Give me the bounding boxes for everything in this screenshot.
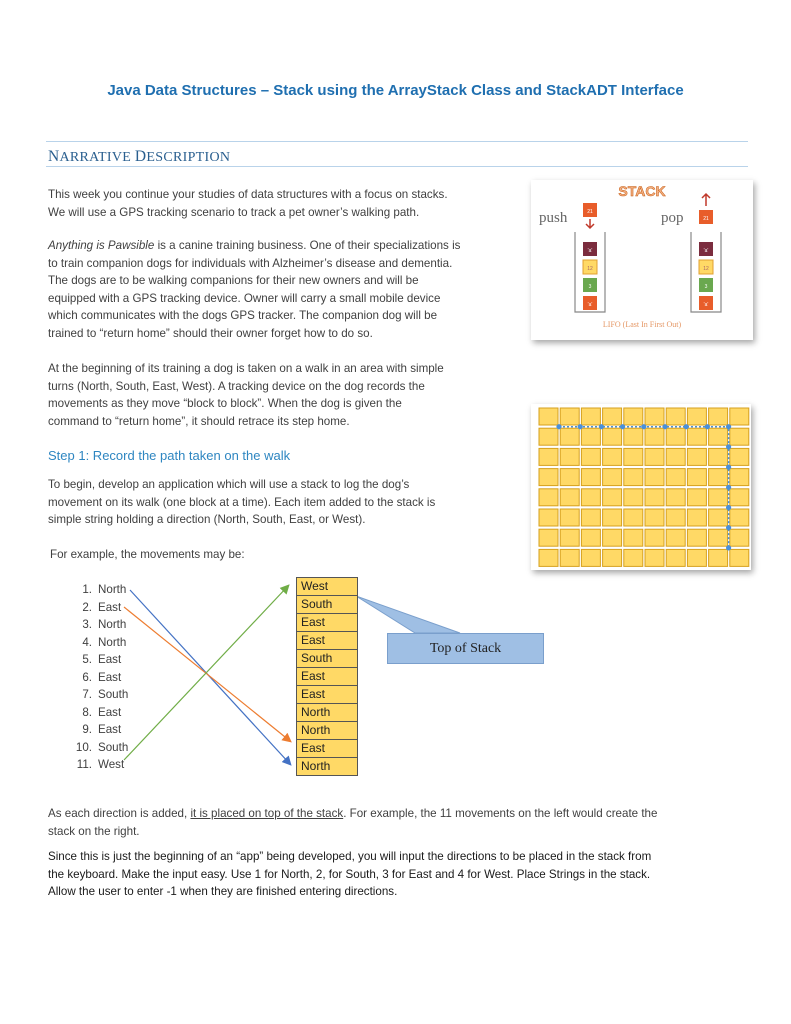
list-item: 11. West (76, 758, 125, 771)
list-item: 10. South (75, 740, 129, 754)
push-arrow-icon (586, 219, 594, 228)
grid-block (666, 448, 685, 465)
list-item: 4. North (82, 635, 127, 649)
grid-block (624, 529, 643, 546)
grid-block (539, 448, 558, 465)
grid-block (560, 428, 579, 445)
grid-block (730, 408, 749, 425)
grid-block (581, 549, 600, 566)
stack-cell: West (297, 578, 357, 596)
stack-illustration (531, 180, 753, 340)
walk-point (556, 424, 561, 429)
list-item: 6. East (82, 670, 122, 684)
grid-block (560, 489, 579, 506)
grid-block (666, 509, 685, 526)
grid-block (560, 529, 579, 546)
grid-block (709, 549, 728, 566)
list-item: 3. North (82, 618, 127, 631)
input-paragraph: Since this is just the beginning of an “app” being developed, you will input the directions to be placed in the stack from the keyboard. Make the input easy. Use 1 for North, 2, for South, 3 for East and 4 for West. Place Strings in the stack. Allow the user to enter -1 when they are finished entering directions. (48, 850, 652, 898)
grid-block (624, 408, 643, 425)
svg-text:12: 12 (587, 266, 593, 272)
walk-point (726, 525, 731, 530)
grid-block (581, 428, 600, 445)
svg-text:3: 3 (704, 284, 708, 290)
grid-block (645, 509, 664, 526)
grid-block (581, 448, 600, 465)
push-label: push (539, 210, 568, 226)
grid-block (687, 509, 706, 526)
svg-text:12: 12 (703, 266, 709, 272)
grid-block (581, 469, 600, 486)
section-heading: NARRATIVE DESCRIPTION (48, 148, 231, 165)
grid-block (645, 428, 664, 445)
grid-block (645, 448, 664, 465)
grid-block (730, 509, 749, 526)
walk-point (578, 424, 583, 429)
grid-block (560, 469, 579, 486)
grid-block (730, 549, 749, 566)
grid-block (645, 549, 664, 566)
grid-block (581, 529, 600, 546)
top-of-stack-callout: Top of Stack (387, 633, 544, 664)
grid-block (560, 509, 579, 526)
grid-block (603, 549, 622, 566)
walk-point (726, 545, 731, 550)
grid-block (730, 489, 749, 506)
grid-block (603, 469, 622, 486)
stack-cell: North (297, 722, 357, 740)
walk-point (641, 424, 646, 429)
grid-block (730, 448, 749, 465)
stack-cell: East (297, 668, 357, 686)
svg-text:'a': 'a' (587, 302, 593, 308)
example-intro: For example, the movements may be: (50, 548, 245, 561)
grid-block (687, 489, 706, 506)
walk-point (620, 424, 625, 429)
walk-point (599, 424, 604, 429)
grid-block (603, 489, 622, 506)
grid-block (709, 489, 728, 506)
grid-block (539, 549, 558, 566)
grid-block (560, 549, 579, 566)
grid-block (645, 529, 664, 546)
step1-paragraph: To begin, develop an application which will use a stack to log the dog’s movement on its walk (one block at a time). Each item added to the stack is simple string holding a direction (North, South, East, or West). (48, 478, 436, 526)
svg-text:'a': 'a' (703, 248, 709, 254)
grid-block (603, 529, 622, 546)
grid-block (539, 509, 558, 526)
grid-block (560, 448, 579, 465)
grid-block (603, 509, 622, 526)
walk-point (726, 424, 731, 429)
stack-cell: North (297, 758, 357, 775)
grid-block (603, 408, 622, 425)
page-title: Java Data Structures – Stack using the ArrayStack Class and StackADT Interface (107, 82, 684, 99)
stack-cell: East (297, 740, 357, 758)
grid-block (624, 448, 643, 465)
grid-block (539, 408, 558, 425)
grid-block (645, 408, 664, 425)
list-item: 9. East (82, 723, 122, 736)
pop-arrow-icon (702, 194, 710, 206)
grid-block (666, 549, 685, 566)
grid-block (581, 489, 600, 506)
stack-table (296, 577, 358, 776)
walk-point (662, 424, 667, 429)
grid-block (709, 428, 728, 445)
grid-block (687, 549, 706, 566)
arrow-last-to-top (124, 586, 288, 760)
stack-cell: South (297, 650, 357, 668)
grid-block (581, 509, 600, 526)
grid-block (666, 469, 685, 486)
grid-block (666, 529, 685, 546)
grid-block (687, 428, 706, 445)
stack-cell: North (297, 704, 357, 722)
stack-cell: East (297, 614, 357, 632)
svg-text:'a': 'a' (587, 248, 593, 254)
list-item: 8. East (82, 705, 122, 719)
stack-graphic-title: STACK (618, 183, 666, 199)
grid-block (709, 529, 728, 546)
walk-point (705, 424, 710, 429)
grid-block (624, 509, 643, 526)
grid-block (709, 448, 728, 465)
grid-block (687, 529, 706, 546)
grid-block (645, 469, 664, 486)
grid-block (539, 469, 558, 486)
grid-block (581, 408, 600, 425)
svg-text:3: 3 (588, 284, 592, 290)
grid-block (603, 428, 622, 445)
pop-label: pop (661, 210, 684, 226)
list-item: 7. South (82, 688, 129, 701)
grid-block (624, 489, 643, 506)
lifo-caption: LIFO (Last In First Out) (602, 320, 682, 329)
grid-block (539, 428, 558, 445)
grid-block (539, 529, 558, 546)
intro-paragraph: This week you continue your studies of data structures with a focus on stacks. We will use a GPS tracking scenario to track a pet owner’s walking path. (48, 188, 448, 219)
grid-block (687, 408, 706, 425)
grid-block (709, 509, 728, 526)
grid-block (709, 408, 728, 425)
svg-text:21: 21 (703, 216, 709, 222)
grid-block (603, 448, 622, 465)
grid-block (624, 469, 643, 486)
stack-cell: East (297, 632, 357, 650)
grid-block (560, 408, 579, 425)
grid-block (666, 428, 685, 445)
grid-block (730, 428, 749, 445)
list-item: 5. East (82, 653, 122, 666)
list-item: 2. East (82, 600, 122, 614)
grid-block (666, 489, 685, 506)
arrow-second-to-bottom (124, 607, 290, 741)
stack-cell: East (297, 686, 357, 704)
grid-block (539, 489, 558, 506)
grid-block (645, 489, 664, 506)
walk-grid-illustration (531, 404, 751, 570)
walk-point (726, 444, 731, 449)
list-item: 1. North (82, 583, 127, 596)
after-paragraph: As each direction is added, it is placed on top of the stack. For example, the 11 movements on the left would create the stack on the right. (48, 807, 658, 838)
grid-block (624, 549, 643, 566)
stack-cell: South (297, 596, 357, 614)
svg-text:21: 21 (587, 209, 593, 215)
grid-block (730, 469, 749, 486)
grid-block (709, 469, 728, 486)
grid-block (730, 529, 749, 546)
walk-point (726, 485, 731, 490)
walk-point (726, 505, 731, 510)
grid-block (624, 428, 643, 445)
walk-point (684, 424, 689, 429)
grid-block (687, 448, 706, 465)
training-paragraph: At the beginning of its training a dog is taken on a walk in an area with simple turns (North, South, East, West). A tracking device on the dog records the movements as they move “block to block”. When the dog is given the command to “return home”, it should retrace its step home. (48, 362, 444, 428)
walk-point (726, 465, 731, 470)
grid-block (687, 469, 706, 486)
svg-text:'a': 'a' (703, 302, 709, 308)
business-paragraph: Anything is Pawsible is a canine training business. One of their specializations is to train companion dogs for individuals with Alzheimer’s disease and dementia. The dogs are to be walking companions for their new owners and will be equipped with a GPS tracking device. Owner will carry a small mobile device which communicates with the dogs GPS tracker. The companion dog will be trained to “return home” should their owner forget how to do so. (48, 239, 461, 340)
callout-pointer (356, 596, 460, 633)
grid-block (666, 408, 685, 425)
step1-heading: Step 1: Record the path taken on the walk (48, 448, 291, 463)
